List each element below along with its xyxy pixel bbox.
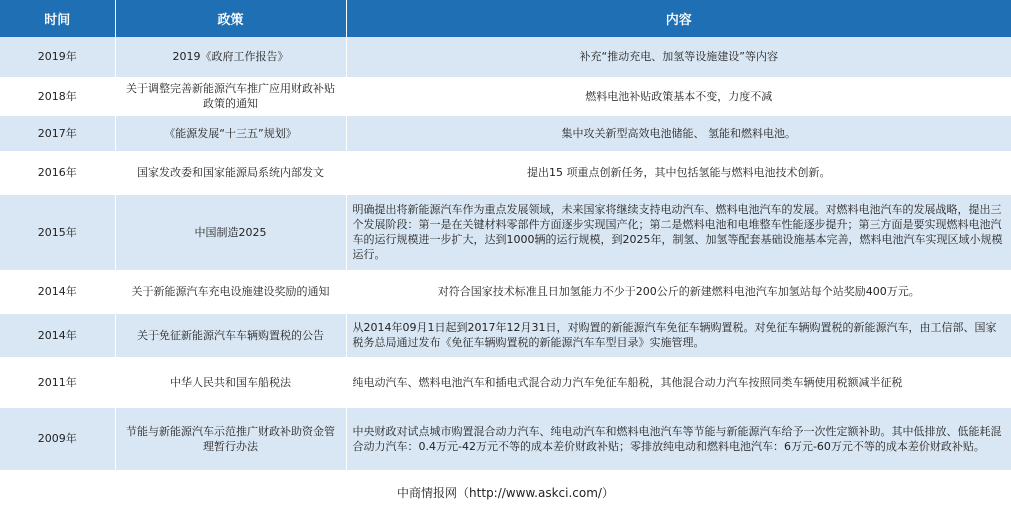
header-content: 内容	[346, 0, 1011, 37]
cell-content: 提出15 项重点创新任务，其中包括氢能与燃料电池技术创新。	[346, 151, 1011, 194]
table-row	[0, 313, 1011, 357]
cell-content: 燃料电池补贴政策基本不变，力度不减	[346, 77, 1011, 115]
table-header-row	[0, 0, 1011, 37]
table-row	[0, 194, 1011, 270]
table-row	[0, 270, 1011, 313]
cell-policy: 2019《政府工作报告》	[115, 37, 346, 77]
table-row	[0, 357, 1011, 407]
table-body	[0, 37, 1011, 470]
cell-policy: 国家发改委和国家能源局系统内部发文	[115, 151, 346, 194]
cell-year: 2011年	[0, 357, 115, 407]
table-row	[0, 115, 1011, 151]
cell-year: 2009年	[0, 407, 115, 470]
cell-content: 中央财政对试点城市购置混合动力汽车、纯电动汽车和燃料电池汽车等节能与新能源汽车给予一次性定额补助。其中低排放、低能耗混合动力汽车：0.4万元-42万元不等的成本差价财政补贴；零排放纯电动和燃料电池汽车：6万元-60万元不等的成本差价财政补贴。	[346, 407, 1011, 470]
cell-policy: 关于免征新能源汽车车辆购置税的公告	[115, 313, 346, 357]
cell-content: 对符合国家技术标准且日加氢能力不少于200公斤的新建燃料电池汽车加氢站每个站奖励400万元。	[346, 270, 1011, 313]
cell-year: 2017年	[0, 115, 115, 151]
table-row	[0, 77, 1011, 115]
cell-content: 集中攻关新型高效电池储能、 氢能和燃料电池。	[346, 115, 1011, 151]
cell-content: 从2014年09月1日起到2017年12月31日，对购置的新能源汽车免征车辆购置税。对免征车辆购置税的新能源汽车，由工信部、国家税务总局通过发布《免征车辆购置税的新能源汽车车型目录》实施管理。	[346, 313, 1011, 357]
cell-policy: 关于新能源汽车充电设施建设奖励的通知	[115, 270, 346, 313]
source-footer: 中商情报网（http://www.askci.com/）	[397, 486, 614, 500]
cell-policy: 中国制造2025	[115, 194, 346, 270]
table-row	[0, 407, 1011, 470]
cell-policy: 《能源发展“十三五”规划》	[115, 115, 346, 151]
table-row	[0, 37, 1011, 77]
cell-policy: 关于调整完善新能源汽车推广应用财政补贴政策的通知	[115, 77, 346, 115]
cell-content: 明确提出将新能源汽车作为重点发展领域，未来国家将继续支持电动汽车、燃料电池汽车的发展。对燃料电池汽车的发展战略，提出三个发展阶段：第一是在关键材料零部件方面逐步实现国产化；第二是燃料电池和电堆整车性能逐步提升；第三方面是要实现燃料电池汽车的运行规模进一步扩大，达到1000辆的运行规模，到2025年，制氢、加氢等配套基础设施基本完善，燃料电池汽车实现区域小规模运行。	[346, 194, 1011, 270]
cell-content: 纯电动汽车、燃料电池汽车和插电式混合动力汽车免征车船税，其他混合动力汽车按照同类车辆使用税额减半征税	[346, 357, 1011, 407]
cell-year: 2018年	[0, 77, 115, 115]
cell-year: 2014年	[0, 270, 115, 313]
table-row	[0, 151, 1011, 194]
cell-policy: 中华人民共和国车船税法	[115, 357, 346, 407]
cell-year: 2016年	[0, 151, 115, 194]
cell-year: 2014年	[0, 313, 115, 357]
header-year: 时间	[0, 0, 115, 37]
cell-year: 2019年	[0, 37, 115, 77]
header-policy: 政策	[115, 0, 346, 37]
cell-content: 补充“推动充电、加氢等设施建设”等内容	[346, 37, 1011, 77]
cell-policy: 节能与新能源汽车示范推广财政补助资金管理暂行办法	[115, 407, 346, 470]
cell-year: 2015年	[0, 194, 115, 270]
